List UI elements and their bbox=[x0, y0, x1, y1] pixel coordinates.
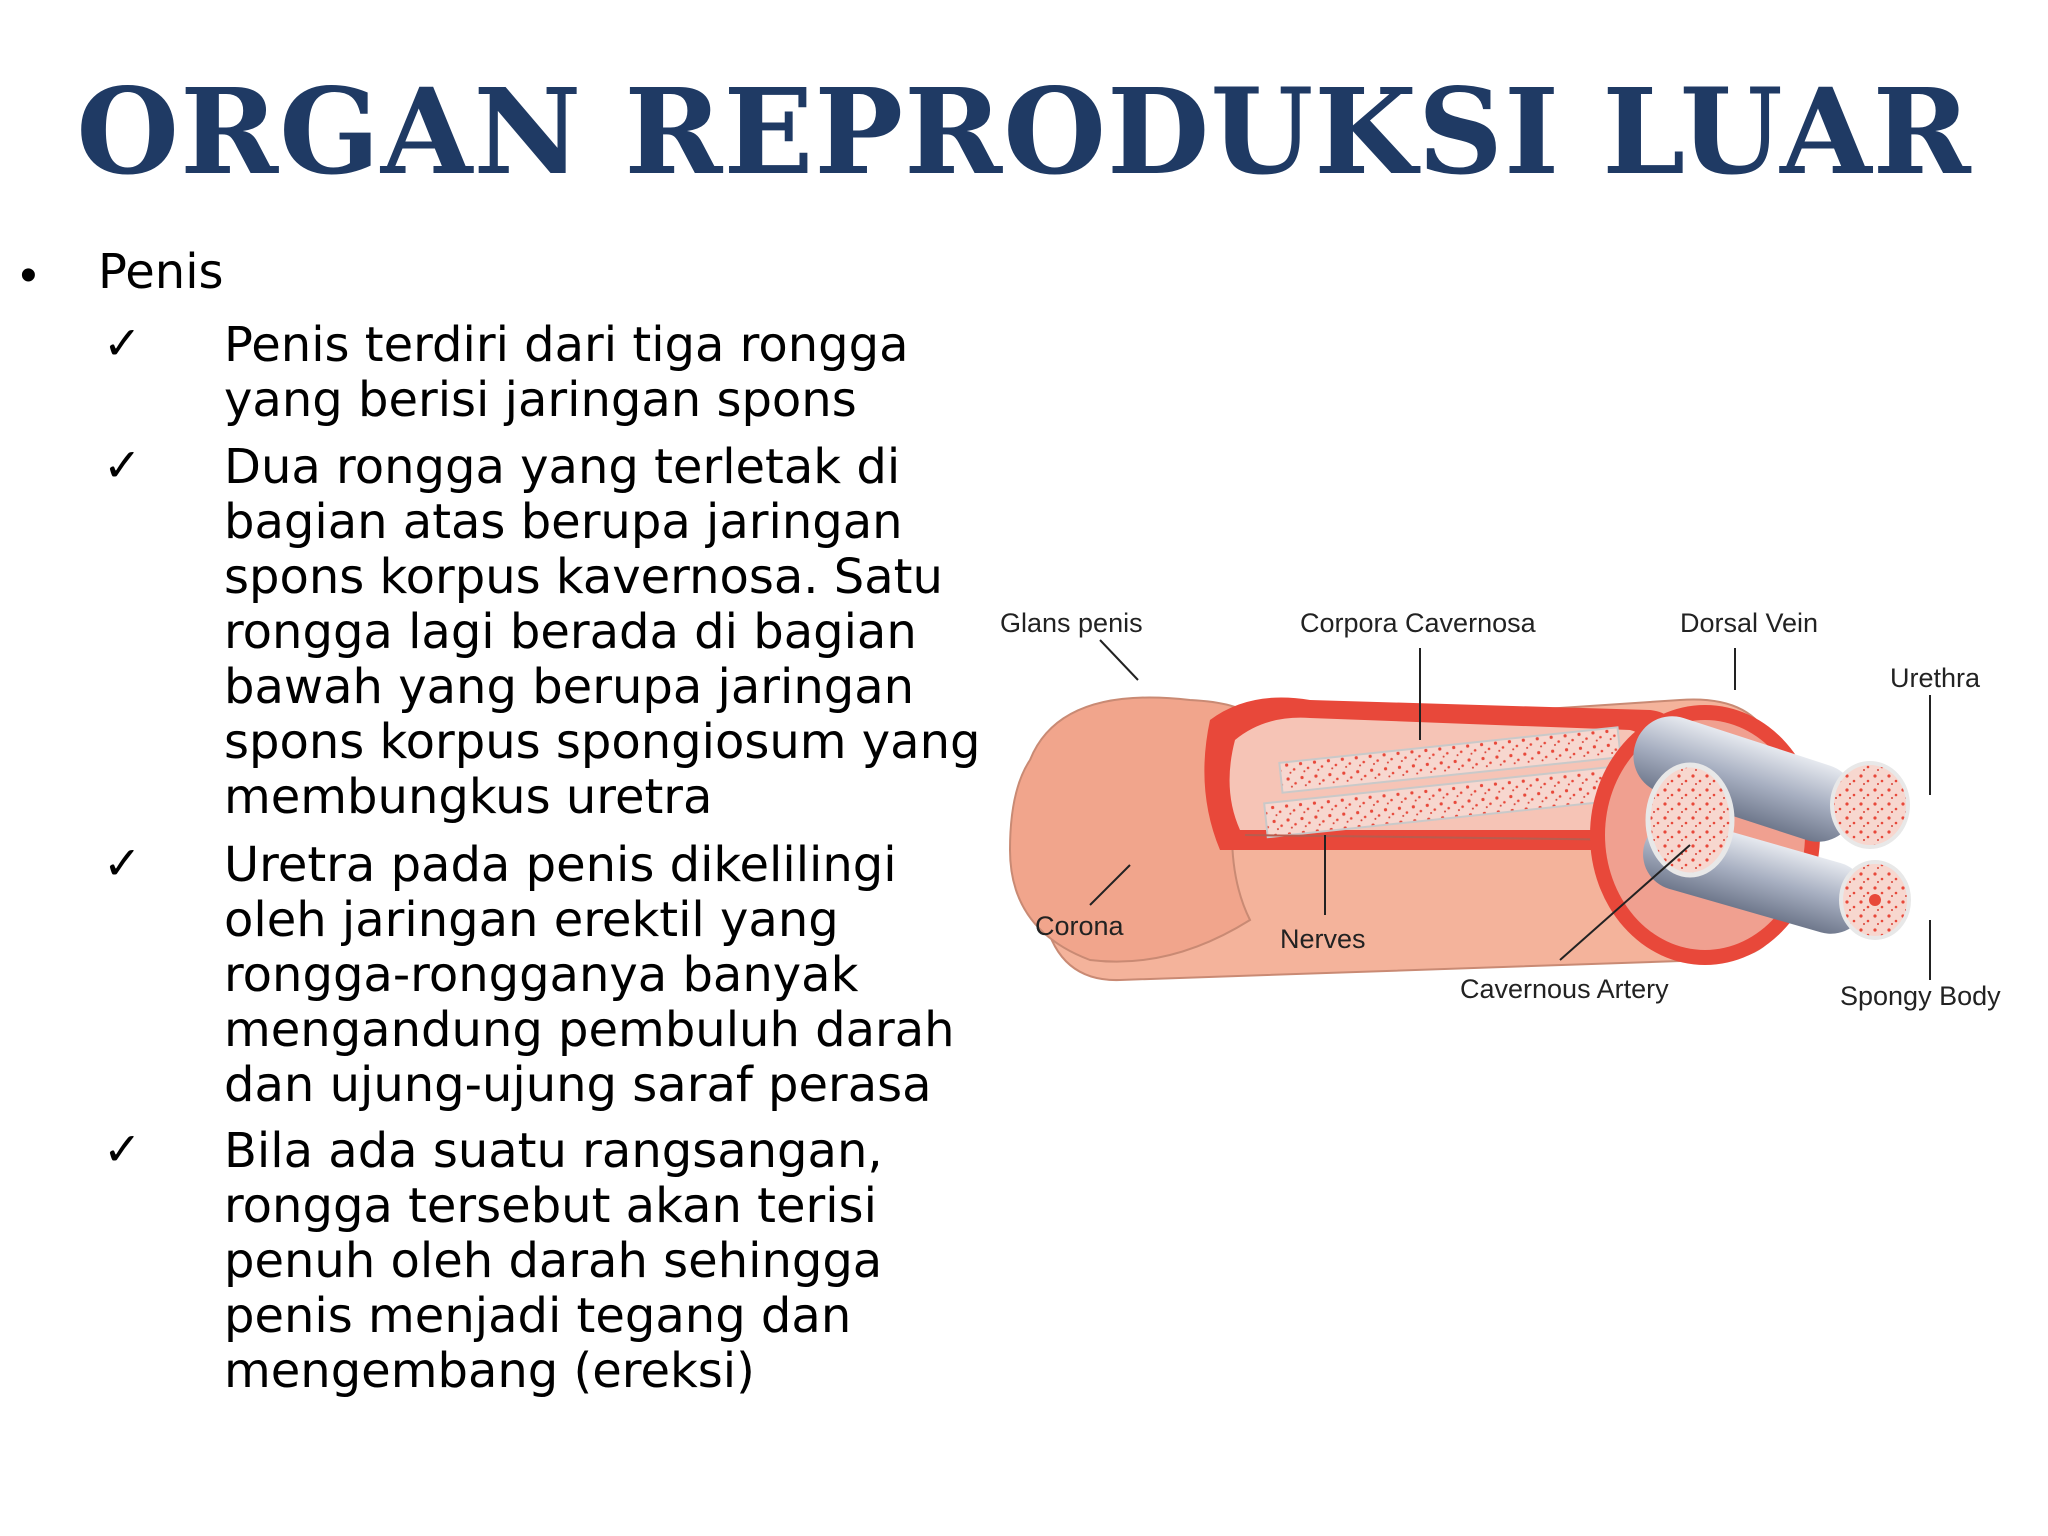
item-text bbox=[224, 439, 981, 825]
item-line: Bila ada suatu rangsangan, bbox=[224, 1123, 883, 1179]
label-glans-penis: Glans penis bbox=[1000, 608, 1143, 638]
label-spongy-body: Spongy Body bbox=[1840, 981, 2001, 1011]
label-urethra: Urethra bbox=[1890, 663, 1981, 693]
item-line: rongga-rongganya banyak bbox=[224, 947, 859, 1003]
item-line: dan ujung-ujung saraf perasa bbox=[224, 1057, 932, 1113]
urethra-lumen bbox=[1869, 894, 1881, 906]
item-line: bagian atas berupa jaringan bbox=[224, 494, 903, 550]
item-line: oleh jaringan erektil yang bbox=[224, 892, 839, 948]
item-line: membungkus uretra bbox=[224, 769, 713, 825]
urethra-tube-end bbox=[1832, 763, 1908, 847]
item-line: penuh oleh darah sehingga bbox=[224, 1233, 883, 1289]
slide-title: ORGAN REPRODUKSI LUAR bbox=[76, 62, 1972, 201]
item-line: Dua rongga yang terletak di bbox=[224, 439, 901, 495]
leader-glans bbox=[1100, 640, 1138, 680]
label-dorsal-vein: Dorsal Vein bbox=[1680, 608, 1819, 638]
item-line: rongga tersebut akan terisi bbox=[224, 1178, 877, 1234]
checkmark-icon: ✓ bbox=[103, 438, 142, 492]
item-line: mengandung pembuluh darah bbox=[224, 1002, 955, 1058]
cavernosum-section bbox=[1648, 765, 1732, 875]
label-nerves: Nerves bbox=[1280, 924, 1366, 954]
item-line: rongga lagi berada di bagian bbox=[224, 604, 917, 660]
bullet-heading: Penis bbox=[98, 244, 224, 300]
label-cavernous-artery: Cavernous Artery bbox=[1460, 974, 1669, 1004]
label-corona: Corona bbox=[1035, 911, 1124, 941]
checkmark-icon: ✓ bbox=[103, 1122, 142, 1176]
checkmark-icon: ✓ bbox=[103, 316, 142, 370]
item-line: bawah yang berupa jaringan bbox=[224, 659, 915, 715]
item-line: Penis terdiri dari tiga rongga bbox=[224, 317, 909, 373]
item-text bbox=[224, 318, 964, 428]
bullet-marker: • bbox=[20, 249, 37, 302]
item-line: spons korpus kavernosa. Satu bbox=[224, 549, 943, 605]
checkmark-icon: ✓ bbox=[103, 836, 142, 890]
item-text bbox=[224, 838, 964, 1113]
item-line: Uretra pada penis dikelilingi bbox=[224, 837, 897, 893]
item-line: yang berisi jaringan spons bbox=[224, 372, 857, 428]
label-corpora-cavernosa: Corpora Cavernosa bbox=[1300, 608, 1536, 638]
item-line: penis menjadi tegang dan bbox=[224, 1288, 852, 1344]
item-line: spons korpus spongiosum yang bbox=[224, 714, 981, 770]
penis-anatomy-diagram bbox=[990, 590, 2030, 1040]
item-line: mengembang (ereksi) bbox=[224, 1343, 755, 1399]
item-text bbox=[224, 1124, 964, 1399]
